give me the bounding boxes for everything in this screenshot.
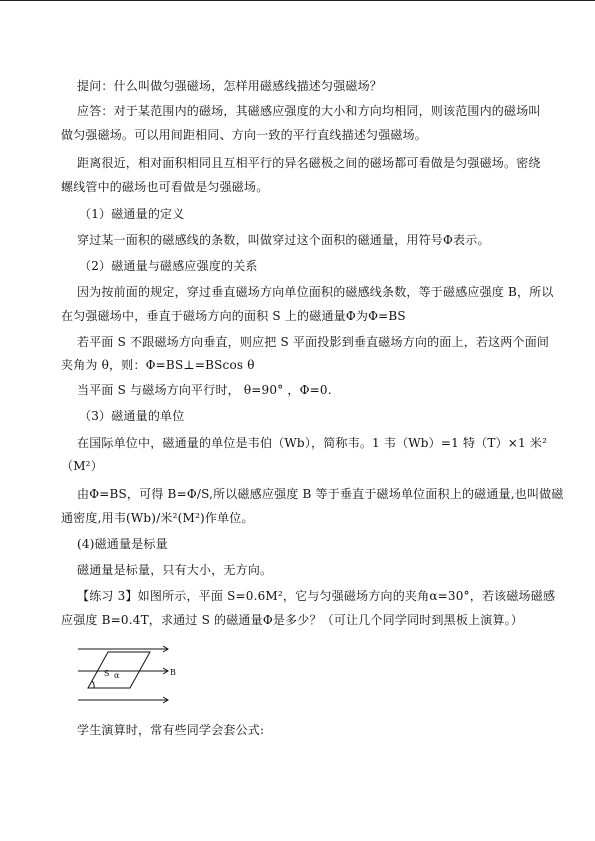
scalar-text: 磁通量是标量，只有大小，无方向。 [77,563,273,577]
angle-arc [92,681,94,688]
unit-line-1: 在国际单位中，磁通量的单位是韦伯（Wb），简称韦。1 韦（Wb）=1 特（T）×1 米² [77,436,548,450]
definition-text: 穿过某一面积的磁感线的条数，叫做穿过这个面积的磁通量，用符号Φ表示。 [77,233,490,247]
answer-line-2: 做匀强磁场。可以用间距相同、方向一致的平行直线描述匀强磁场。 [61,128,428,142]
answer-line-1: 应答：对于某范围内的磁场，其磁感应强度的大小和方向均相同，则该范围内的磁场叫 [77,104,541,118]
relation-line-1: 因为按前面的规定，穿过垂直磁场方向单位面积的磁感线条数，等于磁感应强度 B，所以 [77,285,554,299]
student-calc-line: 学生演算时，常有些同学会套公式: [77,723,265,737]
exercise-line-2: 应强度 B=0.4T，求通过 S 的磁通量Φ是多少？（可让几个同学同时到黑板上演算。） [61,613,524,627]
parallel-case-line: 当平面 S 与磁场方向平行时， θ=90° ，Φ=0. [77,383,332,397]
heading-unit: （3）磁通量的单位 [79,409,185,423]
paragraph-magnet-2: 螺线管中的磁场也可看做是匀强磁场。 [61,180,269,194]
relation-line-2: 在匀强磁场中，垂直于磁场方向的面积 S 上的磁通量Φ为Φ=BS [61,309,406,323]
label-b: B [170,668,176,677]
label-s: S [104,669,110,678]
heading-relation: （2）磁通量与磁感应强度的关系 [79,259,258,273]
density-line-2: 通密度,用韦(Wb)/米²(M²)作单位。 [61,511,254,525]
unit-line-2: （M²） [61,459,103,473]
exercise-line-1: 【练习 3】如图所示，平面 S=0.6M²，它与匀强磁场方向的夹角α=30°，若该磁场磁感 [77,589,556,603]
heading-scalar: (4)磁通量是标量 [77,537,168,551]
label-alpha: α [114,671,120,680]
projection-line-1: 若平面 S 不跟磁场方向垂直，则应把 S 平面投影到垂直磁场方向的面上，若这两个面间 [77,335,550,349]
exercise-figure [70,640,180,708]
plane-s [88,652,150,688]
paragraph-magnet-1: 距离很近，相对面积相同且互相平行的异名磁极之间的磁场都可看做是匀强磁场。密绕 [77,156,541,170]
question-line: 提问：什么叫做匀强磁场，怎样用磁感线描述匀强磁场？ [77,79,383,93]
density-line-1: 由Φ=BS，可得 B=Φ/S,所以磁感应强度 B 等于垂直于磁场单位面积上的磁通量,也叫做磁 [77,487,564,501]
heading-definition: （1）磁通量的定义 [79,207,185,221]
projection-line-2: 夹角为 θ，则：Φ=BS⊥=BScos θ [61,358,255,372]
top-rule [0,0,595,1]
